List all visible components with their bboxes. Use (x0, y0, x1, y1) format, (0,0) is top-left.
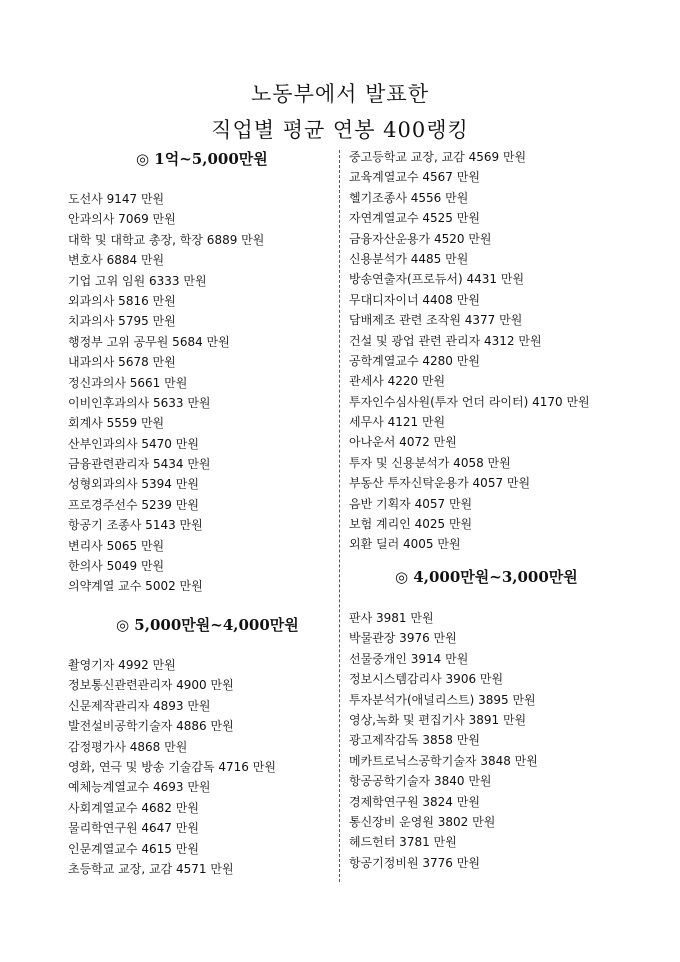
list-item: 투자분석가(애널리스트) 3895 만원 (349, 692, 536, 707)
list-item: 정신과의사 5661 만원 (68, 375, 188, 390)
list-item: 공학계열교수 4280 만원 (349, 353, 480, 368)
list-item: 보험 계리인 4025 만원 (349, 517, 473, 532)
list-item: 내과의사 5678 만원 (68, 355, 176, 370)
list-item: 외과의사 5816 만원 (68, 293, 176, 308)
list-item: 영상,녹화 및 편집기사 3891 만원 (349, 712, 527, 727)
list-item: 감정평가사 4868 만원 (68, 739, 188, 754)
list-item: 헬기조종사 4556 만원 (349, 190, 469, 205)
list-item: 경제학연구원 3824 만원 (349, 794, 480, 809)
list-item: 담배제조 관련 조작원 4377 만원 (349, 313, 523, 328)
list-item: 건설 및 광업 관련 관리자 4312 만원 (349, 333, 542, 348)
list-item: 아나운서 4072 만원 (349, 435, 457, 450)
list-item: 부동산 투자신탁운용가 4057 만원 (349, 476, 531, 491)
list-item: 외환 딜러 4005 만원 (349, 537, 461, 552)
list-item: 관세사 4220 만원 (349, 374, 446, 389)
section-list-3 (349, 608, 538, 873)
list-item: 행정부 고위 공무원 5684 만원 (68, 334, 230, 349)
list-item: 치과의사 5795 만원 (68, 314, 176, 329)
list-item: 중고등학교 교장, 교감 4569 만원 (349, 150, 527, 164)
list-item: 발전설비공학기술자 4886 만원 (68, 719, 234, 734)
list-item: 메카트로닉스공학기술자 3848 만원 (349, 753, 538, 768)
list-item: 투자 및 신용분석가 4058 만원 (349, 455, 511, 470)
list-item: 헤드헌터 3781 만원 (349, 835, 457, 850)
list-item: 신문제작관리자 4893 만원 (68, 698, 211, 713)
list-item: 안과의사 7069 만원 (68, 212, 176, 227)
document-title-line2: 직업별 평균 연봉 400랭킹 (211, 118, 469, 142)
list-item: 한의사 5049 만원 (68, 559, 165, 574)
list-item: 도선사 9147 만원 (68, 192, 165, 206)
list-item: 선물중개인 3914 만원 (349, 651, 469, 666)
list-item: 박물관장 3976 만원 (349, 631, 457, 646)
section-list-1 (68, 189, 264, 597)
list-item: 인문계열교수 4615 만원 (68, 841, 199, 856)
list-item: 항공기정비원 3776 만원 (349, 855, 480, 870)
list-item: 대학 및 대학교 총장, 학장 6889 만원 (68, 232, 265, 247)
list-item: 항공공학기술자 3840 만원 (349, 774, 492, 789)
list-item: 자연계열교수 4525 만원 (349, 211, 480, 226)
document-title-line1: 노동부에서 발표한 (251, 82, 429, 106)
list-item: 변호사 6884 만원 (68, 253, 165, 268)
list-item: 무대디자이너 4408 만원 (349, 292, 480, 307)
list-item: 이비인후과의사 5633 만원 (68, 395, 211, 410)
list-item: 금융자산운용가 4520 만원 (349, 231, 492, 246)
list-item: 회계사 5559 만원 (68, 416, 165, 431)
list-item: 성형외과의사 5394 만원 (68, 477, 199, 492)
list-item: 정보통신관련관리자 4900 만원 (68, 678, 234, 693)
column-divider (339, 150, 340, 882)
section-list-2a (68, 655, 276, 879)
list-item: 기업 고위 임원 6333 만원 (68, 273, 207, 288)
list-item: 의약계열 교수 5002 만원 (68, 579, 203, 594)
list-item: 교육계열교수 4567 만원 (349, 170, 480, 185)
list-item: 음반 기획자 4057 만원 (349, 496, 473, 511)
list-item: 초등학교 교장, 교감 4571 만원 (68, 861, 234, 876)
list-item: 산부인과의사 5470 만원 (68, 436, 199, 451)
list-item: 투자인수심사원(투자 언더 라이터) 4170 만원 (349, 394, 590, 409)
list-item: 항공기 조종사 5143 만원 (68, 518, 203, 533)
list-item: 통신장비 운영원 3802 만원 (349, 814, 496, 829)
section-heading-2: ◎ 5,000만원~4,000만원 (116, 616, 299, 634)
list-item: 세무사 4121 만원 (349, 415, 446, 430)
section-heading-1: ◎ 1억~5,000만원 (136, 150, 268, 168)
list-item: 광고제작감독 3858 만원 (349, 733, 480, 748)
list-item: 영화, 연극 및 방송 기술감독 4716 만원 (68, 759, 276, 774)
list-item: 신용분석가 4485 만원 (349, 251, 469, 266)
list-item: 정보시스템감리사 3906 만원 (349, 672, 504, 687)
list-item: 프로경주선수 5239 만원 (68, 497, 199, 512)
list-item: 방송연출자(프로듀서) 4431 만원 (349, 272, 525, 287)
list-item: 사회계열교수 4682 만원 (68, 800, 199, 815)
list-item: 촬영기자 4992 만원 (68, 658, 176, 672)
list-item: 판사 3981 만원 (349, 611, 434, 625)
list-item: 예체능계열교수 4693 만원 (68, 780, 211, 795)
section-list-2b (349, 147, 590, 555)
list-item: 물리학연구원 4647 만원 (68, 821, 199, 836)
section-heading-3: ◎ 4,000만원~3,000만원 (395, 568, 578, 586)
list-item: 변리사 5065 만원 (68, 538, 165, 553)
list-item: 금융관련관리자 5434 만원 (68, 457, 211, 472)
